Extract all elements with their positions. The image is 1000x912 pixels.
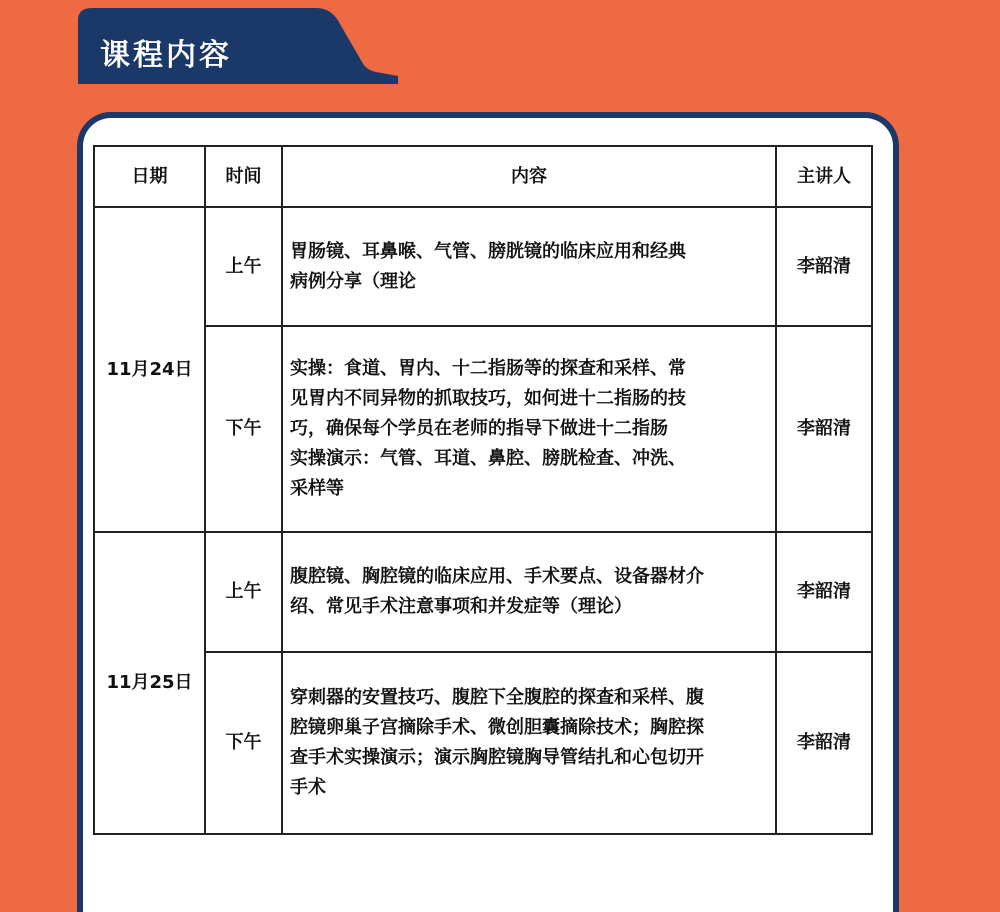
time-cell: 上午 (205, 532, 282, 652)
content-cell (282, 207, 776, 326)
content-cell (282, 652, 776, 834)
time-cell: 上午 (205, 207, 282, 326)
time-cell: 下午 (205, 326, 282, 532)
content-line: 手术 (290, 777, 326, 798)
table-header-row (94, 146, 872, 207)
speaker-cell: 李韶清 (776, 532, 872, 652)
schedule-table (93, 145, 873, 835)
content-line: 病例分享（理论 (290, 270, 416, 292)
date-cell: 11月24日 (94, 207, 205, 532)
speaker-cell: 李韶清 (776, 207, 872, 326)
table-row (94, 652, 872, 834)
content-line: 穿刺器的安置技巧、腹腔下全腹腔的探查和采样、腹 (290, 687, 704, 708)
content-line: 腔镜卵巢子宫摘除手术、微创胆囊摘除技术；胸腔探 (290, 717, 704, 738)
content-line: 查手术实操演示；演示胸腔镜胸导管结扎和心包切开 (290, 747, 704, 768)
table-row (94, 207, 872, 326)
content-line: 腹腔镜、胸腔镜的临床应用、手术要点、设备器材介 (290, 566, 704, 587)
content-line: 巧，确保每个学员在老师的指导下做进十二指肠 (290, 418, 668, 439)
speaker-cell: 李韶清 (776, 652, 872, 834)
table-row (94, 326, 872, 532)
content-line: 实操：食道、胃内、十二指肠等的探查和采样、常 (290, 358, 686, 379)
header-date: 日期 (94, 146, 205, 207)
content-cell (282, 532, 776, 652)
content-cell (282, 326, 776, 532)
speaker-cell: 李韶清 (776, 326, 872, 532)
time-cell: 下午 (205, 652, 282, 834)
content-line: 采样等 (290, 478, 344, 499)
header-speaker: 主讲人 (776, 146, 872, 207)
content-line: 实操演示：气管、耳道、鼻腔、膀胱检查、冲洗、 (290, 448, 686, 469)
page-title: 课程内容 (100, 38, 232, 73)
content-line: 见胃内不同异物的抓取技巧，如何进十二指肠的技 (290, 388, 686, 409)
content-line: 胃肠镜、耳鼻喉、气管、膀胱镜的临床应用和经典 (290, 240, 686, 262)
header-content: 内容 (282, 146, 776, 207)
table-row (94, 532, 872, 652)
content-line: 绍、常见手术注意事项和并发症等（理论） (290, 596, 632, 617)
date-cell: 11月25日 (94, 532, 205, 834)
header-time: 时间 (205, 146, 282, 207)
